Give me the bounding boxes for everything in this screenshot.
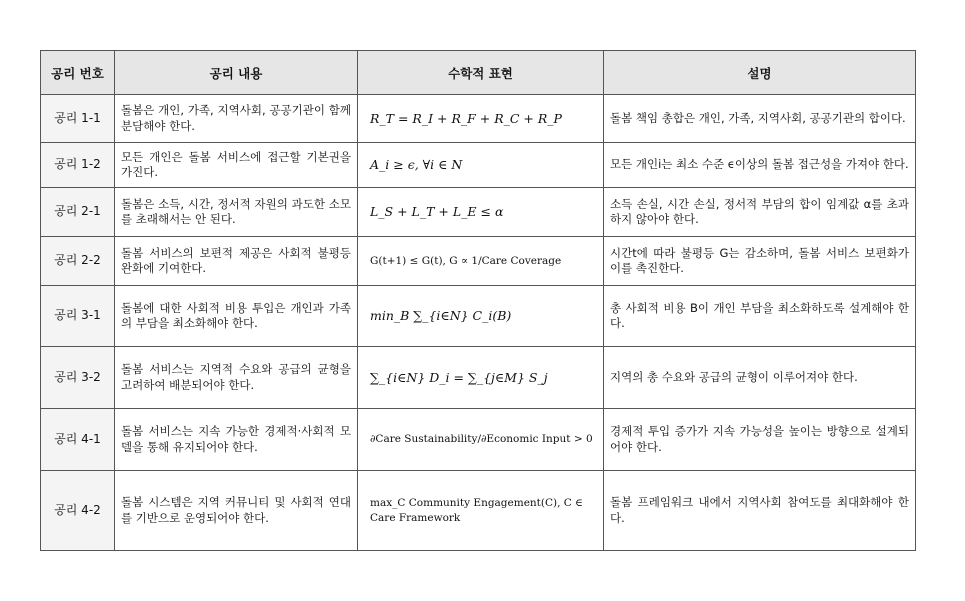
- axiom-id: 공리 2-1: [41, 188, 115, 237]
- axiom-formula: A_i ≥ ϵ, ∀i ∈ N: [358, 143, 604, 188]
- axiom-description: 시간t에 따라 불평등 G는 감소하며, 돌봄 서비스 보편화가 이를 촉진한다.: [604, 237, 916, 286]
- axiom-formula: min_B ∑_{i∈N} C_i(B): [358, 286, 604, 347]
- header-axiom-number: 공리 번호: [41, 51, 115, 95]
- axiom-content: 돌봄 서비스의 보편적 제공은 사회적 불평등 완화에 기여한다.: [115, 237, 358, 286]
- header-row: [41, 51, 916, 95]
- axiom-description: 지역의 총 수요와 공급의 균형이 이루어져야 한다.: [604, 347, 916, 409]
- axiom-content: 돌봄 서비스는 지속 가능한 경제적·사회적 모델을 통해 유지되어야 한다.: [115, 409, 358, 471]
- axiom-content: 돌봄 서비스는 지역적 수요와 공급의 균형을 고려하여 배분되어야 한다.: [115, 347, 358, 409]
- axiom-description: 경제적 투입 증가가 지속 가능성을 높이는 방향으로 설계되어야 한다.: [604, 409, 916, 471]
- table-row: [41, 471, 916, 551]
- axiom-id: 공리 2-2: [41, 237, 115, 286]
- axiom-content: 돌봄은 개인, 가족, 지역사회, 공공기관이 함께 분담해야 한다.: [115, 95, 358, 143]
- table-row: [41, 347, 916, 409]
- table-row: [41, 286, 916, 347]
- axiom-id: 공리 1-2: [41, 143, 115, 188]
- axiom-formula: max_C Community Engagement(C), C ∈ Care Framework: [358, 471, 604, 551]
- axiom-formula: ∂Care Sustainability/∂Economic Input > 0: [358, 409, 604, 471]
- axiom-id: 공리 4-1: [41, 409, 115, 471]
- axiom-content: 모든 개인은 돌봄 서비스에 접근할 기본권을 가진다.: [115, 143, 358, 188]
- axiom-content: 돌봄은 소득, 시간, 정서적 자원의 과도한 소모를 초래해서는 안 된다.: [115, 188, 358, 237]
- header-axiom-content: 공리 내용: [115, 51, 358, 95]
- axiom-content: 돌봄에 대한 사회적 비용 투입은 개인과 가족의 부담을 최소화해야 한다.: [115, 286, 358, 347]
- axiom-description: 총 사회적 비용 B이 개인 부담을 최소화하도록 설계해야 한다.: [604, 286, 916, 347]
- axiom-formula: G(t+1) ≤ G(t), G ∝ 1/Care Coverage: [358, 237, 604, 286]
- table-row: [41, 409, 916, 471]
- table-row: [41, 188, 916, 237]
- axiom-description: 돌봄 책임 총합은 개인, 가족, 지역사회, 공공기관의 합이다.: [604, 95, 916, 143]
- table-row: [41, 143, 916, 188]
- axiom-id: 공리 4-2: [41, 471, 115, 551]
- axiom-id: 공리 3-2: [41, 347, 115, 409]
- axiom-table: [40, 50, 916, 551]
- axiom-content: 돌봄 시스템은 지역 커뮤니티 및 사회적 연대를 기반으로 운영되어야 한다.: [115, 471, 358, 551]
- table-row: [41, 95, 916, 143]
- axiom-formula: R_T = R_I + R_F + R_C + R_P: [358, 95, 604, 143]
- axiom-description: 돌봄 프레임워크 내에서 지역사회 참여도를 최대화해야 한다.: [604, 471, 916, 551]
- axiom-id: 공리 3-1: [41, 286, 115, 347]
- table-row: [41, 237, 916, 286]
- axiom-description: 소득 손실, 시간 손실, 정서적 부담의 합이 임계값 α를 초과하지 않아야 한다.: [604, 188, 916, 237]
- header-math-expression: 수학적 표현: [358, 51, 604, 95]
- axiom-formula: L_S + L_T + L_E ≤ α: [358, 188, 604, 237]
- axiom-formula: ∑_{i∈N} D_i = ∑_{j∈M} S_j: [358, 347, 604, 409]
- header-description: 설명: [604, 51, 916, 95]
- axiom-id: 공리 1-1: [41, 95, 115, 143]
- axiom-description: 모든 개인i는 최소 수준 ϵ이상의 돌봄 접근성을 가져야 한다.: [604, 143, 916, 188]
